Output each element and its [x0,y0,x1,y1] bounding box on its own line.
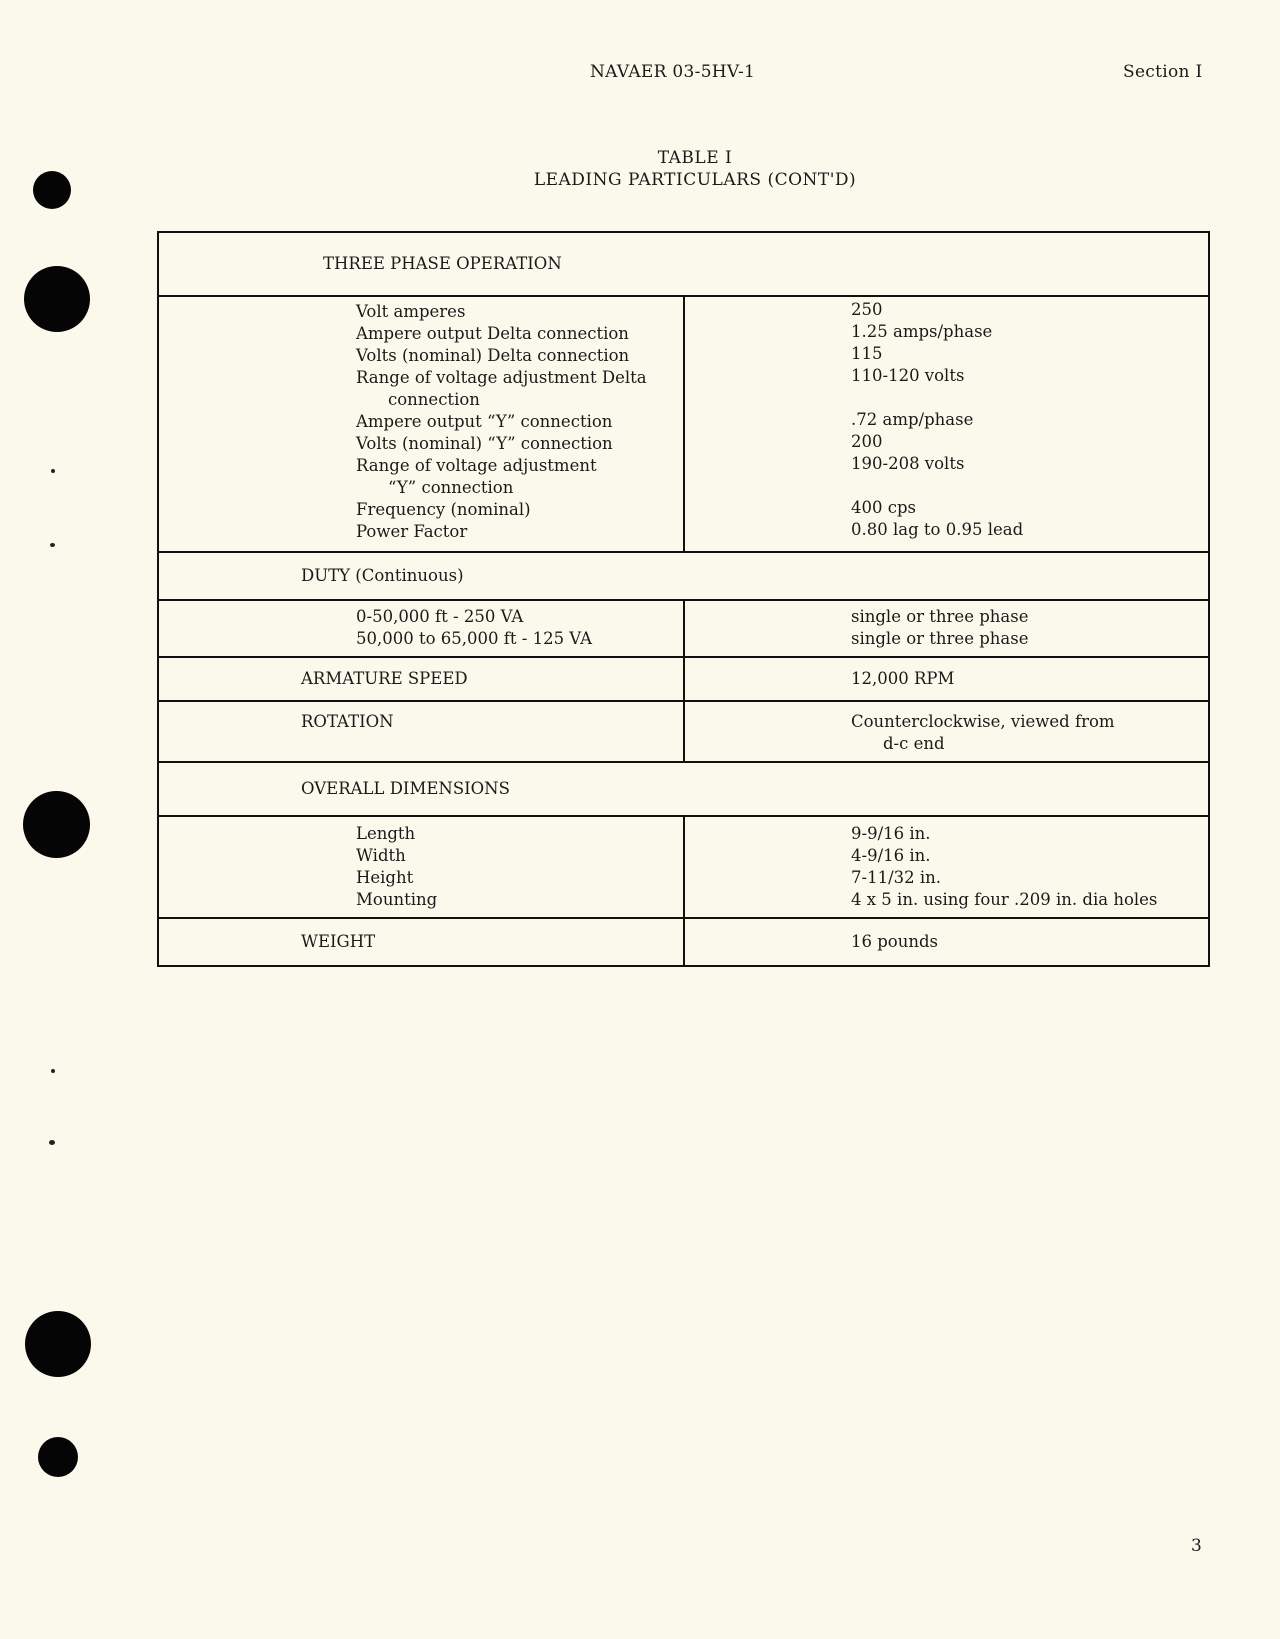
spec-value: Counterclockwise, viewed from [851,712,1115,731]
section-label: Section I [1123,62,1203,82]
spec-label: 50,000 to 65,000 ft - 125 VA [356,629,593,648]
spec-value: 200 [851,432,883,451]
spec-label: 0-50,000 ft - 250 VA [356,607,524,626]
spec-value: 16 pounds [851,932,939,951]
document-number: NAVAER 03-5HV-1 [590,62,756,82]
section-heading: THREE PHASE OPERATION [323,254,562,273]
table-title: TABLE I [657,148,733,168]
table-row [158,657,1209,701]
table-row [158,816,1209,918]
spec-label: Length [356,824,416,843]
spec-value: .72 amp/phase [851,410,974,429]
spec-value: 4-9/16 in. [851,846,931,865]
spec-value: 7-11/32 in. [851,868,942,887]
spec-value [851,387,1208,409]
spec-label: ARMATURE SPEED [301,669,468,688]
page-number: 3 [1191,1536,1202,1556]
spec-value: 250 [851,300,883,319]
spec-value: 115 [851,344,883,363]
spec-label: “Y” connection [388,478,514,497]
spec-value: single or three phase [851,629,1029,648]
spec-value: 12,000 RPM [851,669,955,688]
spec-label: Volt amperes [356,302,466,321]
section-heading-row [158,232,1209,296]
leading-particulars-table [157,231,1210,967]
spec-label: Volts (nominal) “Y” connection [356,434,613,453]
spec-label: connection [388,390,480,409]
spec-label: Range of voltage adjustment [356,456,597,475]
scan-speck [49,1140,55,1145]
scan-speck [51,1069,55,1073]
spec-label: Ampere output Delta connection [356,324,629,343]
spec-value: 9-9/16 in. [851,824,931,843]
section-heading-row [158,762,1209,816]
binder-hole [25,1311,91,1377]
spec-value: 400 cps [851,498,917,517]
spec-label: Power Factor [356,522,468,541]
spec-label: Frequency (nominal) [356,500,531,519]
spec-label: WEIGHT [301,932,376,951]
spec-label: Range of voltage adjustment Delta [356,368,647,387]
spec-label: Width [356,846,406,865]
table-row [158,701,1209,762]
section-heading: OVERALL DIMENSIONS [301,779,510,798]
table-row [158,600,1209,657]
spec-value [851,475,1208,497]
spec-value: single or three phase [851,607,1029,626]
spec-value: 110-120 volts [851,366,965,385]
spec-value: 0.80 lag to 0.95 lead [851,520,1024,539]
section-heading: DUTY (Continuous) [301,566,464,585]
spec-value: 190-208 volts [851,454,965,473]
binder-hole [23,791,90,858]
binder-hole [24,266,90,332]
spec-value: 1.25 amps/phase [851,322,993,341]
spec-label: Height [356,868,414,887]
scan-speck [50,543,55,547]
spec-value: 4 x 5 in. using four .209 in. dia holes [851,890,1158,909]
spec-label: Volts (nominal) Delta connection [356,346,630,365]
scan-speck [51,469,55,473]
table-row [158,296,1209,552]
binder-hole [38,1437,78,1477]
spec-value: d-c end [883,734,945,753]
spec-label: ROTATION [301,712,394,731]
spec-label: Ampere output “Y” connection [356,412,613,431]
section-heading-row [158,552,1209,600]
spec-label: Mounting [356,890,438,909]
table-row [158,918,1209,966]
table-subtitle: LEADING PARTICULARS (CONT'D) [533,170,857,190]
